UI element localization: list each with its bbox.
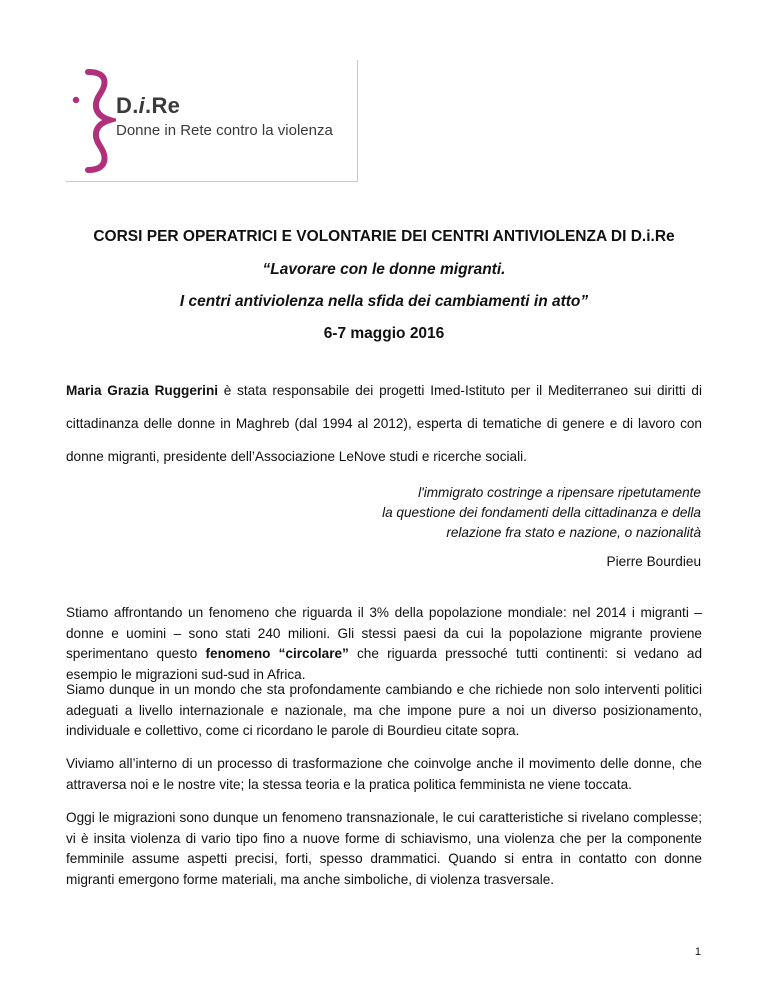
document-title: CORSI PER OPERATRICI E VOLONTARIE DEI CENTRI ANTIVIOLENZA DI D.i.Re <box>93 228 675 245</box>
quote-line: la questione dei fondamenti della cittadinanza e della <box>382 505 701 520</box>
epigraph-quote <box>281 483 701 543</box>
event-date: 6-7 maggio 2016 <box>323 325 445 342</box>
logo-name: D.i.Re <box>116 93 181 118</box>
page-number: 1 <box>694 946 701 958</box>
bold-phrase: fenomeno “circolare” <box>205 646 349 661</box>
speaker-name: Maria Grazia Ruggerini <box>66 383 219 398</box>
paragraph-2: Siamo dunque in un mondo che sta profondamente cambiando e che richiede non solo interventi politici adeguati a livello internazionale e nazionale, ma che impone pure a noi un diverso posizionamento, individuale e collettivo, come ci ricordano le parole di Bourdieu citate sopra. <box>66 682 702 738</box>
paragraph-4: Oggi le migrazioni sono dunque un fenomeno transnazionale, le cui caratteristiche si rivelano complesse; vi è insita violenza di vario tipo fino a nuove forme di schiavismo, una violenza che per la componente femminile assume aspetti precisi, forti, spesso drammatici. Quando si entra in contatto con donne migranti emergono forme materiali, ma anche simboliche, di violenza trasversale. <box>66 810 702 887</box>
subtitle-line-2: I centri antiviolenza nella sfida dei cambiamenti in atto” <box>179 293 589 310</box>
paragraph-3: Viviamo all’interno di un processo di trasformazione che coinvolge anche il movimento delle donne, che attraversa noi e le nostre vite; la stessa teoria e la pratica politica femminista ne viene toccata. <box>66 756 702 792</box>
logo <box>66 60 358 182</box>
paragraph-1: Stiamo affrontando un fenomeno che riguarda il 3% della popolazione mondiale: nel 2014 i migranti – donne e uomini – sono stati 240 milioni. Gli stessi paesi da cui la popolazione migrante proviene sperimentano questo fenomeno “circolare” che riguarda pressoché tutti continenti: si vedano ad esempio le migrazioni sud-sud in Africa. <box>66 605 702 682</box>
speaker-bio: Maria Grazia Ruggerini è stata responsabile dei progetti Imed-Istituto per il Mediterraneo sui diritti di cittadinanza delle donne in Maghreb (dal 1994 al 2012), esperta di tematiche di genere e di lavoro con donne migranti, presidente dell’Associazione LeNove studi e ricerche sociali. <box>66 383 702 464</box>
curly-brace-logo-icon <box>66 60 116 182</box>
logo-tagline: Donne in Rete contro la violenza <box>116 122 333 139</box>
quote-line: relazione fra stato e nazione, o nazionalità <box>446 525 701 540</box>
quote-line: l'immigrato costringe a ripensare ripetutamente <box>418 485 701 500</box>
quote-author: Pierre Bourdieu <box>606 554 701 569</box>
subtitle-line-1: “Lavorare con le donne migranti. <box>262 261 506 278</box>
